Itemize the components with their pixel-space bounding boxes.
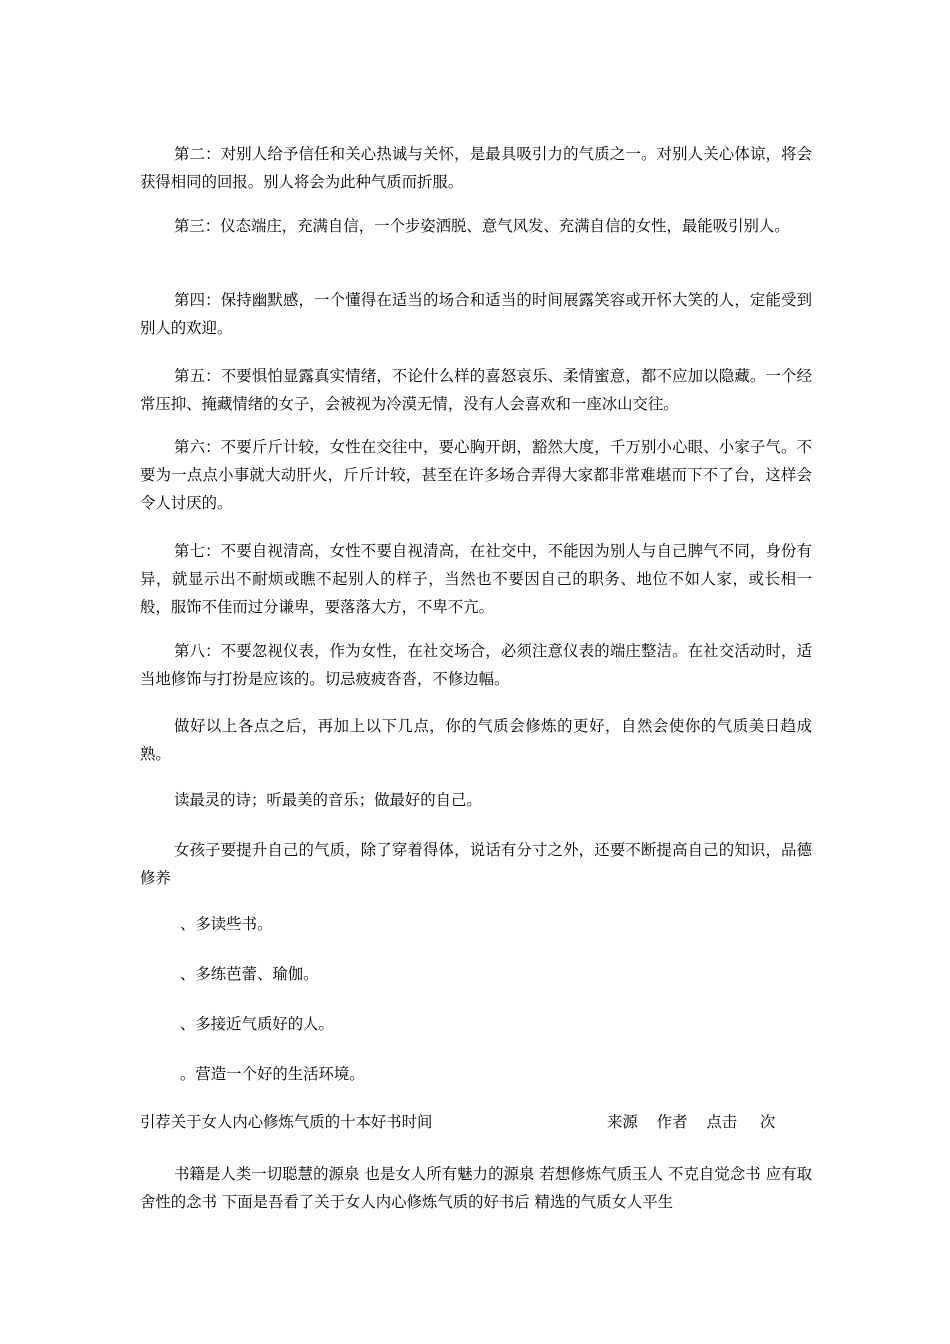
- paragraph-sixth-point: 第六：不要斤斤计较，女性在交往中，要心胸开朗，豁然大度，千万别小心眼、小家子气。不要为一点点小事就大动肝火，斤斤计较，甚至在许多场合弄得大家都非常难堪而下不了台，这样会令人讨厌的。: [140, 438, 812, 512]
- paragraph-second-point: 第二：对别人给予信任和关心热诚与关怀，是最具吸引力的气质之一。对别人关心体谅，将会获得相同的回报。别人将会为此种气质而折服。: [140, 145, 812, 191]
- paragraph-closing: 书籍是人类一切聪慧的源泉 也是女人所有魅力的源泉 若想修炼气质玉人 不克自觉念书 应有取舍性的念书 下面是吾看了关于女人内心修炼气质的好书后 精选的气质女人平生: [140, 1165, 812, 1211]
- article-title: 引荐关于女人内心修炼气质的十本好书时间: [140, 1113, 433, 1131]
- paragraph-fourth-point: 第四：保持幽默感，一个懂得在适当的场合和适当的时间展露笑容或开怀大笑的人，定能受到别人的欢迎。: [140, 291, 812, 337]
- paragraph-summary: 做好以上各点之后，再加上以下几点，你的气质会修炼的更好，自然会使你的气质美日趋成熟。: [140, 717, 812, 763]
- article-click-count-unit: 次: [760, 1113, 776, 1131]
- list-item-read-books: 、多读些书。: [180, 915, 273, 933]
- paragraph-third-point: 第三：仪态端庄，充满自信，一个步姿洒脱、意气风发、充满自信的女性，最能吸引别人。: [174, 217, 790, 235]
- list-item-environment: 。营造一个好的生活环境。: [180, 1065, 365, 1083]
- paragraph-eighth-point: 第八：不要忽视仪表，作为女性，在社交场合，必须注意仪表的端庄整洁。在社交活动时，适当地修饰与打扮是应该的。切忌疲疲沓沓，不修边幅。: [140, 642, 812, 688]
- list-item-ballet-yoga: 、多练芭蕾、瑜伽。: [180, 965, 319, 983]
- paragraph-motto: 读最灵的诗；听最美的音乐；做最好的自己。: [174, 791, 482, 809]
- article-meta: 来源 作者 点击: [607, 1113, 738, 1131]
- paragraph-fifth-point: 第五：不要惧怕显露真实情绪，不论什么样的喜怒哀乐、柔情蜜意，都不应加以隐藏。一个经常压抑、掩藏情绪的女子，会被视为冷漠无情，没有人会喜欢和一座冰山交往。: [140, 367, 812, 413]
- paragraph-girls-advice: 女孩子要提升自己的气质，除了穿着得体，说话有分寸之外，还要不断提高自己的知识，品德修养: [140, 841, 812, 887]
- paragraph-seventh-point: 第七：不要自视清高，女性不要自视清高，在社交中，不能因为别人与自己脾气不同，身份有异，就显示出不耐烦或瞧不起别人的样子，当然也不要因自己的职务、地位不如人家，或长相一般，服饰不佳而过分谦卑，要落落大方，不卑不亢。: [140, 542, 812, 616]
- list-item-good-company: 、多接近气质好的人。: [180, 1015, 334, 1033]
